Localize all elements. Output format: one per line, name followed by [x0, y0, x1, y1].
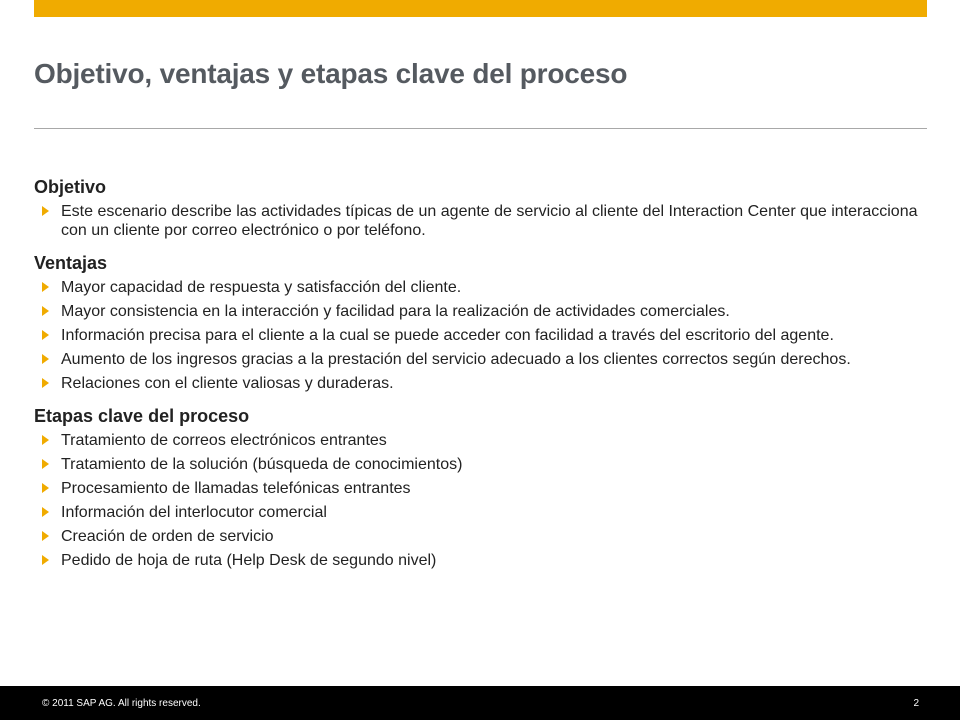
- bullet-arrow-icon: [42, 531, 49, 541]
- bullet-item: [34, 527, 924, 546]
- bullet-item: [34, 374, 924, 393]
- bullet-arrow-icon: [42, 206, 49, 216]
- bullet-text: Tratamiento de correos electrónicos entrantes: [61, 432, 387, 449]
- bullet-arrow-icon: [42, 378, 49, 388]
- bullet-list: [34, 202, 924, 240]
- bullet-item: [34, 455, 924, 474]
- top-accent-bar: [34, 0, 927, 17]
- bullet-list: [34, 278, 924, 393]
- bullet-text: Información del interlocutor comercial: [61, 504, 327, 521]
- bullet-arrow-icon: [42, 483, 49, 493]
- bullet-text: Aumento de los ingresos gracias a la prestación del servicio adecuado a los clientes correctos según derechos.: [61, 351, 851, 368]
- bullet-item: [34, 278, 924, 297]
- bullet-arrow-icon: [42, 507, 49, 517]
- section-heading: Ventajas: [34, 253, 108, 273]
- bullet-item: [34, 503, 924, 522]
- slide-title: Objetivo, ventajas y etapas clave del proceso: [34, 58, 628, 89]
- slide-content: [34, 176, 924, 575]
- footer-bar: [0, 686, 960, 720]
- bullet-item: [34, 326, 924, 345]
- bullet-item: [34, 431, 924, 450]
- bullet-text: Pedido de hoja de ruta (Help Desk de segundo nivel): [61, 552, 437, 569]
- section-ventajas: [34, 252, 924, 393]
- bullet-arrow-icon: [42, 459, 49, 469]
- section-heading: Objetivo: [34, 177, 107, 197]
- bullet-item: [34, 202, 924, 240]
- bullet-text: Mayor capacidad de respuesta y satisfacción del cliente.: [61, 279, 462, 296]
- bullet-text: Procesamiento de llamadas telefónicas entrantes: [61, 480, 411, 497]
- section-objetivo: [34, 176, 924, 240]
- bullet-text: Relaciones con el cliente valiosas y duraderas.: [61, 375, 394, 392]
- bullet-arrow-icon: [42, 282, 49, 292]
- bullet-item: [34, 350, 924, 369]
- bullet-item: [34, 551, 924, 570]
- bullet-item: [34, 479, 924, 498]
- copyright-text: © 2011 SAP AG. All rights reserved.: [42, 698, 201, 709]
- section-heading: Etapas clave del proceso: [34, 406, 250, 426]
- section-etapas-clave: [34, 405, 924, 570]
- bullet-arrow-icon: [42, 435, 49, 445]
- bullet-arrow-icon: [42, 330, 49, 340]
- bullet-arrow-icon: [42, 555, 49, 565]
- title-divider: [34, 128, 927, 129]
- bullet-text: Mayor consistencia en la interacción y facilidad para la realización de actividades comerciales.: [61, 303, 730, 320]
- bullet-text: Información precisa para el cliente a la cual se puede acceder con facilidad a través del escritorio del agente.: [61, 327, 834, 344]
- bullet-arrow-icon: [42, 306, 49, 316]
- bullet-arrow-icon: [42, 354, 49, 364]
- page-number: 2: [913, 698, 919, 709]
- bullet-list: [34, 431, 924, 570]
- bullet-text: Este escenario describe las actividades típicas de un agente de servicio al cliente del Interaction Center que interacciona con un cliente por correo electrónico o por teléfono.: [61, 203, 918, 239]
- bullet-item: [34, 302, 924, 321]
- bullet-text: Creación de orden de servicio: [61, 528, 274, 545]
- bullet-text: Tratamiento de la solución (búsqueda de conocimientos): [61, 456, 463, 473]
